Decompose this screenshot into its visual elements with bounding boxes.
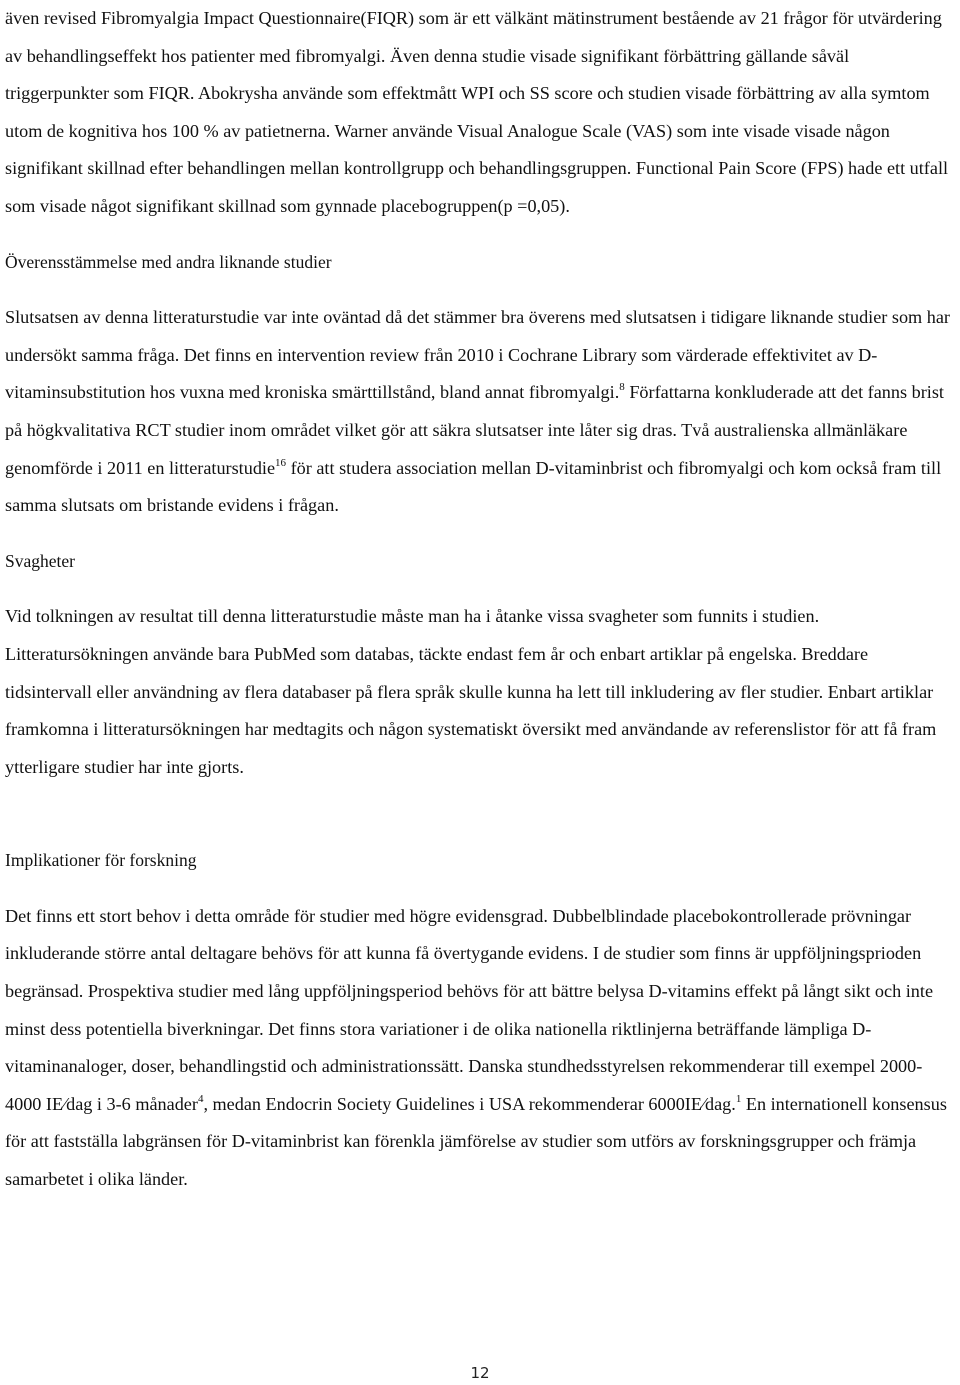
document-page xyxy=(5,0,955,1199)
implications-text-3: En internationell konsensus för att fastställa labgränsen för D-vitaminbrist kan förenkla jämförelse av studier som utförs av forskningsgrupper och främja samarbetet i olika länder. xyxy=(5,1093,947,1190)
page-number: 12 xyxy=(470,1364,490,1382)
paragraph-implications xyxy=(5,898,955,1199)
heading-agreement: Överensstämmelse med andra liknande studier xyxy=(5,251,332,272)
citation-ref-16: 16 xyxy=(275,456,287,469)
intro-sentence-abokrysha: Abokrysha använde som effektmått WPI och SS score och studien visade förbättring av alla symtom utom de kognitiva hos 100 % av patietnerna. xyxy=(5,83,930,141)
citation-ref-4: 4 xyxy=(197,1092,204,1105)
paragraph-agreement xyxy=(5,299,955,525)
intro-sentence-fiqr: även revised Fibromyalgia Impact Questionnaire(FIQR) som är ett välkänt mätinstrument bestående av 21 frågor för utvärdering av behandlingseffekt hos patienter med fibromyalgi. Även denna studie visade signifikant förbättring gällande såväl triggerpunkter som FIQR. xyxy=(5,8,942,104)
paragraph-weaknesses: Vid tolkningen av resultat till denna litteraturstudie måste man ha i åtanke vissa svagheter som funnits i studien. Litteratursökningen använde bara PubMed som databas, täckte endast fem år och enbart artiklar på engelska. Breddare tidsintervall eller användning av flera databaser på flera språk skulle kunna ha lett till inkludering av fler studier. Enbart artiklar framkomna i litteratursökningen har medtagits och någon systematiskt översikt med användande av referenslistor för att få fram ytterligare studier har inte gjorts. xyxy=(5,606,937,777)
paragraph-intro xyxy=(5,0,955,226)
citation-ref-8: 8 xyxy=(619,381,625,394)
intro-sentence-warner: Warner använde Visual Analogue Scale (VAS) som inte visade visade någon signifikant skillnad efter behandlingen mellan kontrollgrupp och behandlingsgruppen. xyxy=(5,120,890,179)
implications-text-1: Det finns ett stort behov i detta område för studier med högre evidensgrad. Dubbelblindade placebokontrollerade prövningar inkluderande större antal deltagare behövs för att kunna få övertygande evidens. I de studier som finns är uppföljningsprioden begränsad. Prospektiva studier med lång uppföljningsperiod behövs för att bättre belysa D-vitamins effekt på långt sikt och inte minst dess potentiella biverkningar. Det finns stora variationer i de olika nationella riktlinjerna beträffande lämpliga D-vitaminanaloger, doser, behandlingstid och administrationssätt. Danska stundhedsstyrelsen rekommenderar till exempel 2000-4000 IE⁄dag i 3-6 månader xyxy=(5,905,934,1114)
heading-implications: Implikationer för forskning xyxy=(5,850,197,871)
implications-text-2: , medan Endocrin Society Guidelines i USA rekommenderar 6000IE⁄dag. xyxy=(203,1093,736,1114)
intro-sentence-fps: Functional Pain Score (FPS) hade ett utfall som visade något signifikant skillnad som gynnade placebogruppen(p =0,05). xyxy=(5,158,949,216)
agreement-text-1: Slutsatsen av denna litteraturstudie var inte oväntad då det stämmer bra överens med slutsatsen i tidigare liknande studier som har undersökt samma fråga. Det finns en intervention review från 2010 i Cochrane Library som värderade effektivitet av D-vitaminsubstitution hos vuxna med kroniska smärttillstånd, bland annat fibromyalgi. xyxy=(5,307,950,403)
agreement-text-3: för att studera association mellan D-vitaminbrist och fibromyalgi och kom också fram till samma slutsats om bristande evidens i frågan. xyxy=(5,457,942,516)
citation-ref-1: 1 xyxy=(735,1092,742,1105)
agreement-text-2: Författarna konkluderade att det fanns brist på högkvalitativa RCT studier inom området vilket gör att säkra slutsatser inte låter sig dras. Två australienska allmänläkare genomförde i 2011 en litteraturstudie xyxy=(5,382,944,478)
heading-weaknesses: Svagheter xyxy=(5,550,75,571)
